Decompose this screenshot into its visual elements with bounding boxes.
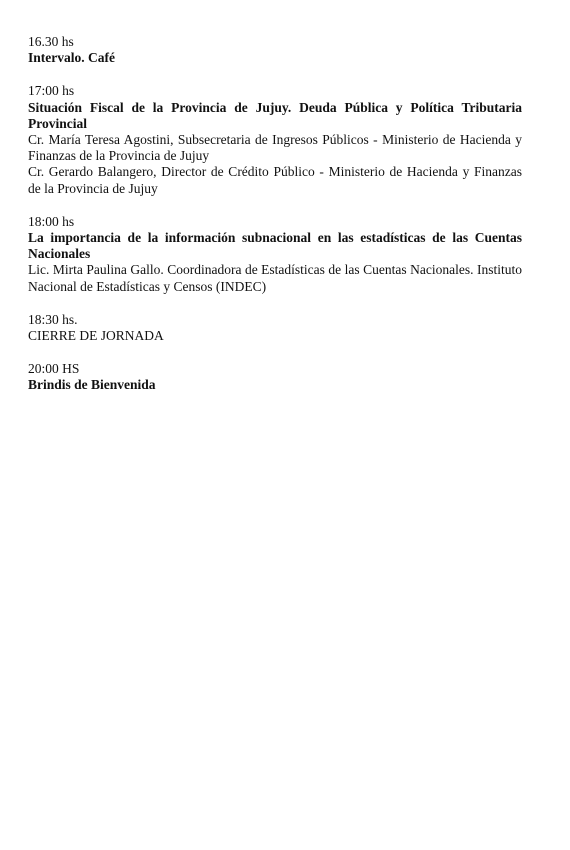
entry-time: 18:30 hs. bbox=[28, 311, 78, 327]
entry-speaker: Lic. Mirta Paulina Gallo. Coordinadora de Estadísticas de las Cuentas Nacionales. Instituto Nacional de Estadísticas y Censos (INDEC) bbox=[28, 262, 522, 294]
agenda-entry-cafe bbox=[28, 34, 522, 66]
entry-title: CIERRE DE JORNADA bbox=[28, 328, 164, 344]
entry-title: Intervalo. Café bbox=[28, 50, 115, 66]
entry-speaker: Cr. Gerardo Balangero, Director de Crédito Público - Ministerio de Hacienda y Finanzas de la Provincia de Jujuy bbox=[28, 164, 522, 196]
entry-time: 16.30 hs bbox=[28, 34, 74, 49]
entry-title: Brindis de Bienvenida bbox=[28, 377, 156, 393]
entry-time: 17:00 hs bbox=[28, 83, 75, 99]
agenda-entry-situacion-fiscal bbox=[28, 83, 522, 196]
entry-time: 20:00 HS bbox=[28, 361, 80, 377]
agenda-page bbox=[28, 34, 522, 411]
entry-title: Situación Fiscal de la Provincia de Jujuy. Deuda Pública y Política Tributaria Provincial bbox=[28, 99, 522, 131]
agenda-entry-informacion-subnacional bbox=[28, 214, 522, 295]
entry-speaker: Cr. María Teresa Agostini, Subsecretaria de Ingresos Públicos - Ministerio de Hacienda y Finanzas de la Provincia de Jujuy bbox=[28, 132, 522, 164]
agenda-entry-cierre bbox=[28, 312, 522, 344]
entry-time: 18:00 hs bbox=[28, 213, 75, 229]
agenda-entry-brindis bbox=[28, 361, 522, 393]
entry-title: La importancia de la información subnacional en las estadísticas de las Cuentas Nacionales bbox=[28, 230, 522, 262]
